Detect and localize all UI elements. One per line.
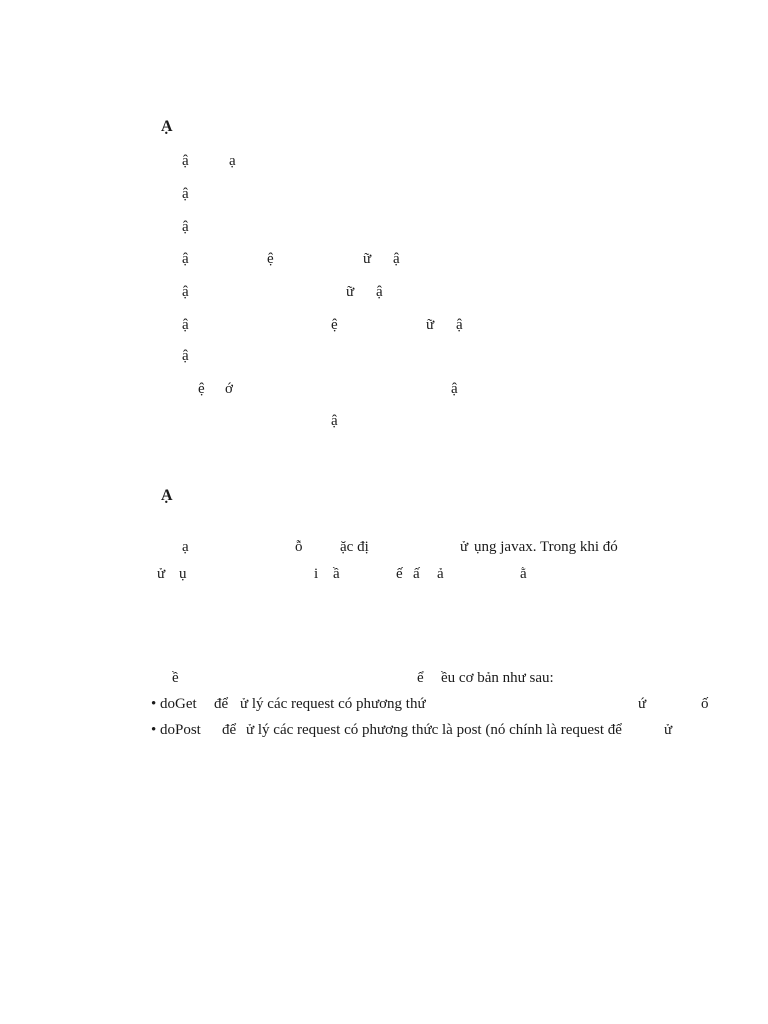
intro-fragment: ều cơ bản như sau: <box>441 670 554 686</box>
bullet-fragment: ử <box>664 722 673 738</box>
paragraph-fragment: ạ <box>182 539 189 555</box>
intro-fragment: ề <box>172 670 179 686</box>
paragraph-fragment: ầ <box>333 566 340 582</box>
paragraph-fragment: ụng javax. Trong khi đó <box>474 539 618 555</box>
list-item-fragment: ữ <box>363 251 372 267</box>
list-item-fragment: ậ <box>393 251 400 267</box>
list-item-fragment: ệ <box>331 317 338 333</box>
list-item-fragment: ậ <box>182 284 189 300</box>
list-item-fragment: ữ <box>426 317 435 333</box>
list-item-fragment: ậ <box>456 317 463 333</box>
bullet-doget-label: • doGet <box>151 696 197 712</box>
bullet-fragment: ử lý các request có phương thứ <box>240 696 426 712</box>
paragraph-fragment: ỗ <box>295 539 303 555</box>
paragraph-fragment: ụ <box>179 566 187 582</box>
paragraph-fragment: ử <box>157 566 166 582</box>
paragraph-fragment: ấ <box>413 566 420 582</box>
paragraph-fragment: ằ <box>520 566 527 582</box>
list-item-fragment: ệ <box>267 251 274 267</box>
list-item-fragment: ậ <box>182 153 189 169</box>
list-item-fragment: ạ <box>229 153 236 169</box>
list-item-fragment: ậ <box>331 413 338 429</box>
list-item-fragment: ớ <box>225 381 233 397</box>
bullet-fragment: để <box>222 722 237 738</box>
intro-fragment: ể <box>417 670 424 686</box>
paragraph-fragment: i <box>314 566 319 582</box>
list-item-fragment: ậ <box>182 251 189 267</box>
paragraph-fragment: ử <box>460 539 469 555</box>
bullet-fragment: ử lý các request có phương thức là post (nó chính là request để <box>246 722 622 738</box>
bullet-dopost-label: • doPost <box>151 722 201 738</box>
paragraph-fragment: ặc đị <box>340 539 369 555</box>
list-item-fragment: ậ <box>182 219 189 235</box>
list-item-fragment: ậ <box>182 186 189 202</box>
bullet-fragment: để <box>214 696 229 712</box>
list-item-fragment: ậ <box>182 317 189 333</box>
list-item-fragment: ậ <box>451 381 458 397</box>
bullet-fragment: ứ <box>638 696 647 712</box>
list-item-fragment: ậ <box>376 284 383 300</box>
list-item-fragment: ữ <box>346 284 355 300</box>
paragraph-fragment: ả <box>437 566 444 582</box>
list-item-fragment: ậ <box>182 348 189 364</box>
bullet-fragment: ố <box>701 696 709 712</box>
section-two-heading: Ạ <box>161 487 173 504</box>
paragraph-fragment: ế <box>396 566 403 582</box>
list-item-fragment: ệ <box>198 381 205 397</box>
section-one-heading: Ạ <box>161 118 173 135</box>
